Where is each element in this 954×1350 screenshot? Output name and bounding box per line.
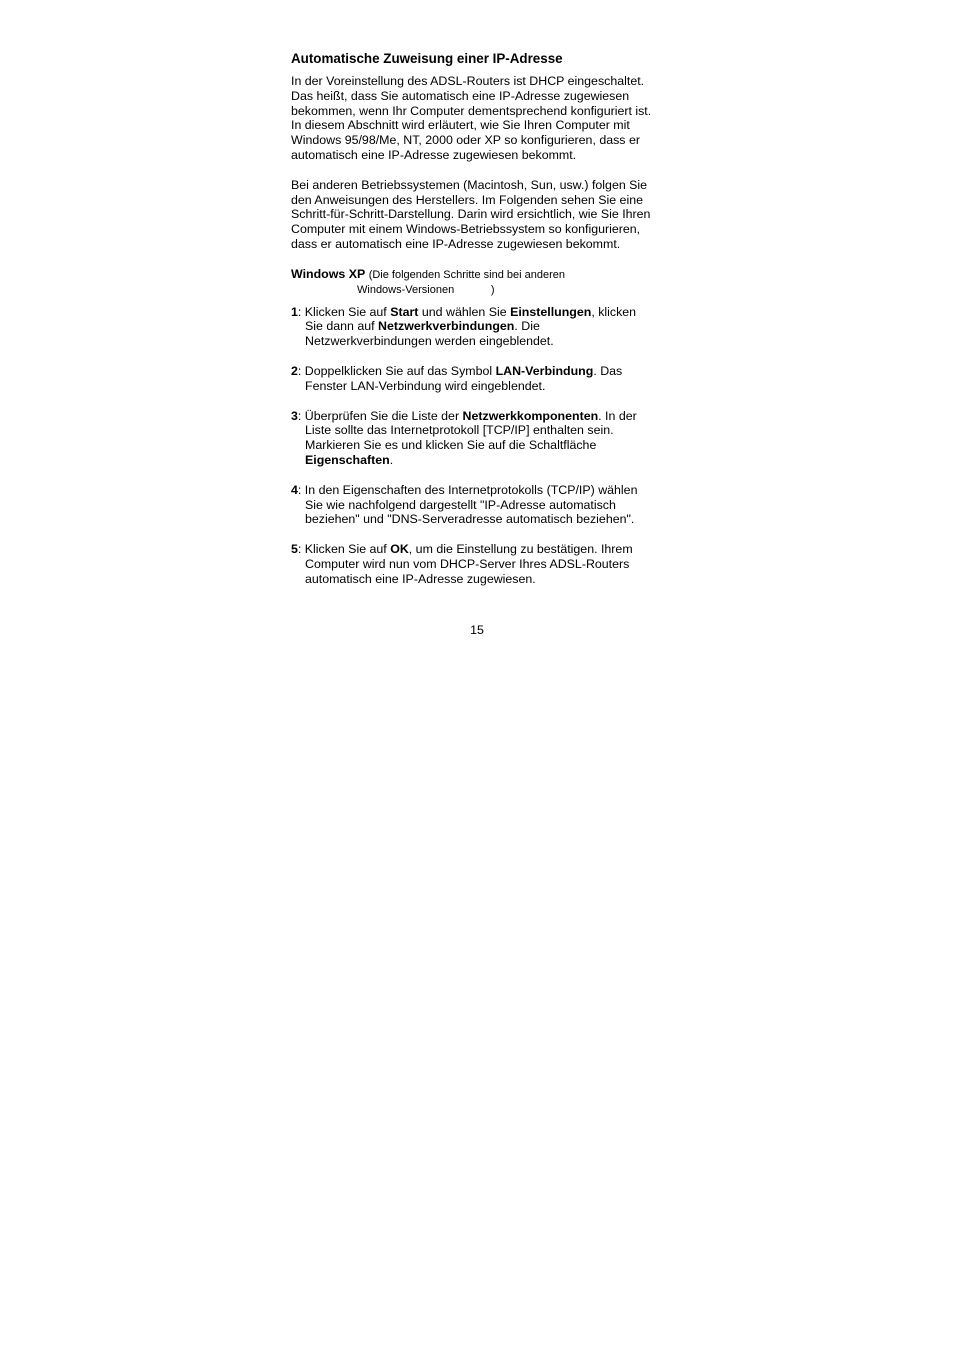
step-line: [291, 542, 681, 557]
windows-xp-note: (Die folgenden Schritte sind bei anderen: [368, 268, 565, 281]
step-4: [291, 483, 681, 527]
step-line: automatisch eine IP-Adresse zugewiesen.: [305, 571, 536, 586]
step-text: , klicken: [591, 304, 637, 319]
text-line: bekommen, wenn Ihr Computer dementsprechend konfiguriert ist.: [291, 103, 652, 118]
step-text: . Die: [514, 319, 540, 334]
step-keyword: Start: [390, 304, 419, 319]
text-line: Computer mit einem Windows-Betriebssystem so konfigurieren,: [291, 222, 641, 237]
text-line: Das heißt, dass Sie automatisch eine IP-Adresse zugewiesen: [291, 88, 630, 103]
step-line: Computer wird nun vom DHCP-Server Ihres ADSL-Routers: [305, 556, 630, 571]
step-line: [291, 409, 681, 424]
text-line: Windows 95/98/Me, NT, 2000 oder XP so konfigurieren, dass er: [291, 133, 640, 148]
step-keyword: Eigenschaften: [305, 452, 390, 467]
step-keyword: Einstellungen: [510, 304, 592, 319]
text-line: Schritt-für-Schritt-Darstellung. Darin wird ersichtlich, wie Sie Ihren: [291, 207, 651, 222]
step-text: .: [389, 452, 394, 467]
intro-paragraph: [291, 74, 681, 163]
text-line: automatisch eine IP-Adresse zugewiesen bekommt.: [291, 147, 577, 162]
step-text: : Klicken Sie auf: [297, 542, 391, 557]
step-line: Markieren Sie es und klicken Sie auf die Schaltfläche: [305, 438, 597, 453]
step-text: Sie dann auf: [305, 319, 379, 334]
step-keyword: LAN-Verbindung: [495, 363, 594, 378]
windows-xp-note-continued: Windows-Versionen ): [357, 283, 495, 296]
step-1: [291, 305, 681, 349]
step-keyword: OK: [390, 542, 409, 557]
step-text: : Überprüfen Sie die Liste der: [297, 408, 463, 423]
section-heading: Automatische Zuweisung einer IP-Adresse: [291, 51, 563, 66]
step-line: [291, 483, 681, 498]
step-text: : In den Eigenschaften des Internetprotokolls (TCP/IP) wählen: [297, 482, 638, 497]
other-os-paragraph: [291, 178, 681, 252]
step-text: und wählen Sie: [418, 304, 511, 319]
step-line: [291, 453, 681, 468]
step-line: beziehen" und "DNS-Serveradresse automatisch beziehen".: [305, 512, 635, 527]
step-line: Netzwerkverbindungen werden eingeblendet.: [305, 334, 554, 349]
step-5: [291, 542, 681, 586]
step-line: Liste sollte das Internetprotokoll [TCP/IP] enthalten sein.: [305, 423, 614, 438]
page-content: [291, 50, 681, 602]
step-keyword: Netzwerkverbindungen: [378, 319, 515, 334]
text-line: In diesem Abschnitt wird erläutert, wie Sie Ihren Computer mit: [291, 118, 630, 133]
step-line: [291, 319, 681, 334]
step-keyword: Netzwerkkomponenten: [462, 408, 599, 423]
step-line: [291, 364, 681, 379]
windows-xp-label: Windows XP: [291, 266, 366, 281]
page-number: 15: [470, 623, 484, 637]
windows-xp-heading: [291, 267, 681, 297]
step-number: 5: [291, 542, 298, 557]
text-line: dass er automatisch eine IP-Adresse zugewiesen bekommt.: [291, 236, 621, 251]
step-text: , um die Einstellung zu bestätigen. Ihrem: [408, 542, 633, 557]
text-line: Bei anderen Betriebssystemen (Macintosh, Sun, usw.) folgen Sie: [291, 177, 648, 192]
step-line: Sie wie nachfolgend dargestellt "IP-Adresse automatisch: [305, 497, 616, 512]
step-3: [291, 409, 681, 468]
step-text: . Das: [593, 363, 623, 378]
step-line: Fenster LAN-Verbindung wird eingeblendet.: [305, 378, 546, 393]
step-text: : Doppelklicken Sie auf das Symbol: [297, 363, 496, 378]
step-text: : Klicken Sie auf: [297, 304, 391, 319]
step-2: [291, 364, 681, 394]
text-line: In der Voreinstellung des ADSL-Routers ist DHCP eingeschaltet.: [291, 74, 645, 88]
step-number: 1: [291, 304, 298, 319]
step-line: [291, 305, 681, 320]
step-number: 2: [291, 363, 298, 378]
text-line: den Anweisungen des Herstellers. Im Folgenden sehen Sie eine: [291, 192, 643, 207]
step-text: . In der: [598, 408, 637, 423]
step-number: 4: [291, 482, 298, 497]
step-number: 3: [291, 408, 298, 423]
